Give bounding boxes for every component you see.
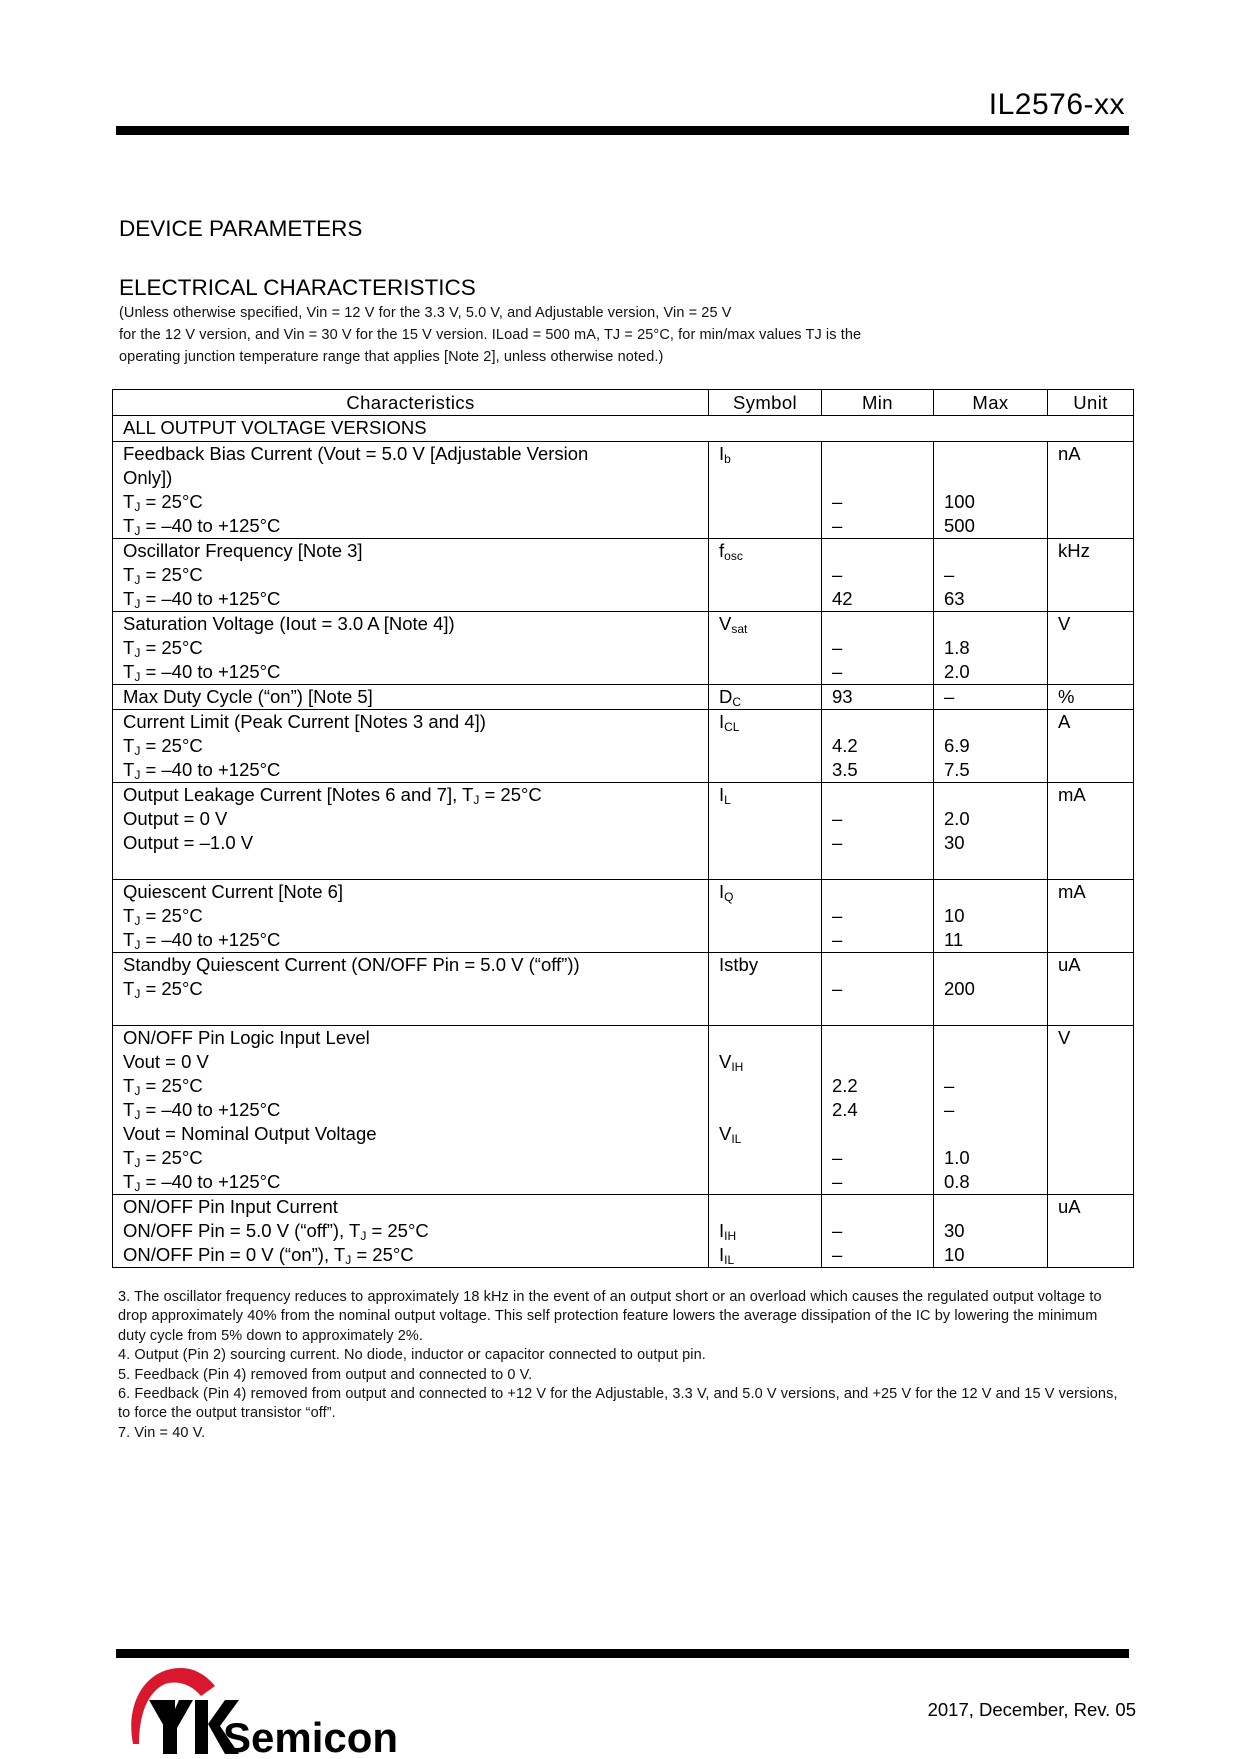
- max-cell-line: [944, 1026, 1047, 1050]
- max-cell-line: 30: [944, 1220, 965, 1241]
- min-cell-line: 93: [832, 686, 853, 707]
- table-header-row: [113, 390, 1134, 416]
- max-cell-line: [944, 539, 1047, 563]
- max-cell-line: 10: [944, 905, 965, 926]
- conditions-line-2: for the 12 V version, and Vin = 30 V for the 15 V version. ILoad = 500 mA, TJ = 25°C, for min/max values TJ is the: [119, 327, 862, 343]
- max-cell: [934, 880, 1048, 953]
- min-cell-line: –: [832, 637, 843, 658]
- max-cell-line: [944, 1050, 1047, 1074]
- max-cell-line: 0.8: [944, 1171, 970, 1192]
- symbol-cell: [709, 612, 822, 685]
- max-cell-line: [944, 783, 1047, 807]
- characteristic-cell-line: $T_J = 25^\circ C$: [123, 905, 203, 928]
- characteristic-cell-line: $T_J = 25^\circ C$: [123, 1147, 203, 1170]
- test-conditions: [119, 302, 1019, 368]
- characteristic-cell-line: Quiescent Current [Note 6]: [123, 881, 344, 902]
- symbol-cell: [709, 710, 822, 783]
- characteristic-cell: [113, 1026, 709, 1195]
- characteristic-cell-line: ON/OFF Pin = 0 V (“on”), $T_J = 25^\circ C$: [123, 1244, 414, 1267]
- characteristic-cell: [113, 612, 709, 685]
- footnote: 3. The oscillator frequency reduces to approximately 18 kHz in the event of an output short or an overload which causes the regulated output voltage to drop approximately 40% from the nominal output voltage. This self protection feature lowers the average dissipation of the IC by lowering the minimum duty cycle from 5% down to approximately 2%.: [118, 1289, 1102, 1344]
- min-cell: [822, 710, 934, 783]
- table-row: [113, 539, 1134, 612]
- min-cell-line: [832, 466, 933, 490]
- characteristic-cell: [113, 710, 709, 783]
- min-cell: [822, 442, 934, 539]
- min-cell-line: [832, 953, 933, 977]
- characteristic-cell: [113, 953, 709, 1026]
- min-cell: [822, 953, 934, 1026]
- max-cell-line: [944, 1195, 1047, 1219]
- unit-cell: mA: [1048, 783, 1134, 880]
- max-cell-line: –: [944, 1099, 955, 1120]
- characteristic-cell: [113, 539, 709, 612]
- characteristic-cell-line: Current Limit (Peak Current [Notes 3 and 4]): [123, 711, 486, 732]
- max-cell-line: 2.0: [944, 808, 970, 829]
- min-cell-line: –: [832, 1147, 843, 1168]
- characteristic-cell-line: Oscillator Frequency [Note 3]: [123, 540, 363, 561]
- symbol-cell: [709, 539, 822, 612]
- symbol-cell: [709, 442, 822, 539]
- symbol-cell: [709, 1026, 822, 1195]
- characteristic-cell-line: Vout = Nominal Output Voltage: [123, 1123, 377, 1144]
- footnote: 7. Vin = 40 V.: [118, 1424, 206, 1441]
- min-cell-line: –: [832, 515, 843, 536]
- conditions-line-3: operating junction temperature range that applies [Note 2], unless otherwise noted.): [119, 349, 664, 365]
- unit-cell: nA: [1048, 442, 1134, 539]
- column-header-characteristics: Characteristics: [113, 390, 709, 416]
- revision-date: 2017, December, Rev. 05: [927, 1699, 1136, 1720]
- symbol-cell-line: $V_{IL}$: [719, 1123, 742, 1146]
- symbol-cell-line: $f_{osc}$: [719, 540, 743, 563]
- min-cell: [822, 539, 934, 612]
- characteristic-cell-line: Standby Quiescent Current (ON/OFF Pin = 5.0 V (“off”)): [123, 954, 580, 975]
- characteristic-cell-line: $T_J = -40$ to +125°C: [123, 515, 281, 538]
- min-cell: [822, 880, 934, 953]
- min-cell-line: [832, 612, 933, 636]
- min-cell-line: 3.5: [832, 759, 858, 780]
- characteristic-cell-line: [123, 855, 708, 879]
- max-cell-line: 63: [944, 588, 965, 609]
- characteristic-cell-line: $T_J = 25^\circ C$: [123, 637, 203, 660]
- symbol-cell-line: $I_L$: [719, 784, 731, 807]
- min-cell-line: [832, 1050, 933, 1074]
- max-cell-line: 500: [944, 515, 975, 536]
- characteristic-cell-line: $T_J = 25^\circ C$: [123, 978, 203, 1001]
- column-header-min: Min: [822, 390, 934, 416]
- min-cell-line: [832, 1026, 933, 1050]
- max-cell-line: 7.5: [944, 759, 970, 780]
- heading-device-parameters: DEVICE PARAMETERS: [119, 216, 363, 241]
- characteristic-cell: [113, 1195, 709, 1268]
- symbol-cell-line: $D_C$: [719, 686, 742, 709]
- symbol-cell-line: Istby: [719, 954, 759, 975]
- characteristic-cell-line: Saturation Voltage (Iout = 3.0 A [Note 4]): [123, 613, 455, 634]
- min-cell-line: –: [832, 1171, 843, 1192]
- symbol-cell-line: $I_Q$: [719, 881, 734, 904]
- characteristic-cell-line: Feedback Bias Current (Vout = 5.0 V [Adjustable Version: [123, 443, 589, 464]
- symbol-cell: [709, 685, 822, 710]
- table-row: [113, 442, 1134, 539]
- max-cell-line: 30: [944, 832, 965, 853]
- min-cell-line: [832, 1195, 933, 1219]
- unit-cell: uA: [1048, 1195, 1134, 1268]
- document-title: IL2576-xx: [988, 88, 1125, 121]
- min-cell-line: 2.2: [832, 1075, 858, 1096]
- electrical-characteristics-table: [112, 389, 1134, 1268]
- min-cell-line: [832, 1122, 933, 1146]
- max-cell-line: –: [944, 564, 955, 585]
- symbol-cell-line: $I_{IH}$: [719, 1220, 737, 1243]
- characteristic-cell-line: $T_J = 25^\circ C$: [123, 491, 203, 514]
- max-cell: [934, 1195, 1048, 1268]
- characteristic-cell-line: Only]): [123, 467, 173, 488]
- symbol-cell-line: $I_b$: [719, 443, 731, 466]
- max-cell-line: [944, 710, 1047, 734]
- min-cell-line: –: [832, 564, 843, 585]
- unit-cell: V: [1048, 1026, 1134, 1195]
- column-header-unit: Unit: [1048, 390, 1134, 416]
- characteristic-cell: [113, 880, 709, 953]
- max-cell-line: [944, 880, 1047, 904]
- min-cell-line: 42: [832, 588, 853, 609]
- max-cell-line: 1.8: [944, 637, 970, 658]
- header-rule: [116, 126, 1129, 135]
- characteristic-cell: [113, 685, 709, 710]
- characteristic-cell-line: ON/OFF Pin Input Current: [123, 1196, 338, 1217]
- symbol-cell: [709, 783, 822, 880]
- characteristic-cell-line: [123, 1001, 708, 1025]
- min-cell: [822, 783, 934, 880]
- characteristic-cell-line: ON/OFF Pin = 5.0 V (“off”), $T_J = 25^\circ C$: [123, 1220, 429, 1243]
- ik-semicon-logo: [125, 1664, 445, 1754]
- min-cell-line: –: [832, 905, 843, 926]
- symbol-cell-line: $I_{CL}$: [719, 711, 740, 734]
- max-cell-line: 11: [944, 929, 964, 950]
- max-cell-line: [944, 1122, 1047, 1146]
- max-cell-line: [944, 953, 1047, 977]
- characteristic-cell-line: $T_J = -40$ to +125°C: [123, 759, 281, 782]
- max-cell-line: [944, 442, 1047, 466]
- table-row: [113, 685, 1134, 710]
- symbol-cell-line: [719, 1026, 821, 1050]
- unit-cell: mA: [1048, 880, 1134, 953]
- characteristic-cell: [113, 442, 709, 539]
- logo-swoosh-icon: [125, 1664, 445, 1754]
- table-row: [113, 1195, 1134, 1268]
- unit-cell: %: [1048, 685, 1134, 710]
- max-cell: [934, 953, 1048, 1026]
- max-cell: [934, 710, 1048, 783]
- table-row: [113, 710, 1134, 783]
- section-row: [113, 416, 1134, 442]
- characteristic-cell-line: Max Duty Cycle (“on”) [Note 5]: [123, 686, 373, 707]
- table-row: [113, 783, 1134, 880]
- min-cell-line: [832, 783, 933, 807]
- table-row: [113, 1026, 1134, 1195]
- unit-cell: uA: [1048, 953, 1134, 1026]
- min-cell-line: [832, 710, 933, 734]
- symbol-cell-line: $V_{IH}$: [719, 1051, 744, 1074]
- table-row: [113, 880, 1134, 953]
- min-cell-line: [832, 539, 933, 563]
- symbol-cell: [709, 880, 822, 953]
- footer-rule: [116, 1649, 1129, 1658]
- characteristic-cell-line: $T_J = 25^\circ C$: [123, 564, 203, 587]
- characteristic-cell-line: ON/OFF Pin Logic Input Level: [123, 1027, 370, 1048]
- conditions-line-1: (Unless otherwise specified, Vin = 12 V for the 3.3 V, 5.0 V, and Adjustable version, Vin = 25 V: [119, 305, 732, 321]
- max-cell: [934, 612, 1048, 685]
- footnote: 5. Feedback (Pin 4) removed from output and connected to 0 V.: [118, 1366, 533, 1383]
- min-cell-line: –: [832, 1220, 843, 1241]
- logo-text: Semicon: [223, 1714, 399, 1754]
- min-cell-line: –: [832, 661, 843, 682]
- min-cell-line: 2.4: [832, 1099, 858, 1120]
- characteristic-cell-line: Output Leakage Current [Notes 6 and 7], $T_J = 25^\circ C$: [123, 784, 542, 807]
- heading-electrical-characteristics: ELECTRICAL CHARACTERISTICS: [119, 275, 476, 300]
- column-header-symbol: Symbol: [709, 390, 822, 416]
- min-cell-line: –: [832, 929, 843, 950]
- max-cell-line: –: [944, 686, 955, 707]
- max-cell-line: –: [944, 1075, 955, 1096]
- section-label: ALL OUTPUT VOLTAGE VERSIONS: [113, 416, 1134, 442]
- min-cell-line: [832, 442, 933, 466]
- characteristic-cell-line: Output = –1.0 V: [123, 832, 254, 853]
- max-cell: [934, 442, 1048, 539]
- min-cell-line: –: [832, 978, 843, 999]
- footnote: 6. Feedback (Pin 4) removed from output and connected to +12 V for the Adjustable, 3.3 V, and 5.0 V versions, and +25 V for the 12 V and 15 V versions, to force the output transistor “off”.: [118, 1386, 1118, 1422]
- characteristic-cell-line: $T_J = 25^\circ C$: [123, 735, 203, 758]
- min-cell-line: 4.2: [832, 735, 858, 756]
- max-cell-line: 6.9: [944, 735, 970, 756]
- characteristic-cell-line: $T_J = -40$ to +125°C: [123, 1171, 281, 1194]
- symbol-cell: [709, 1195, 822, 1268]
- table-row: [113, 953, 1134, 1026]
- unit-cell: A: [1048, 710, 1134, 783]
- characteristic-cell-line: $T_J = 25^\circ C$: [123, 1075, 203, 1098]
- symbol-cell-line: [719, 1098, 821, 1122]
- min-cell-line: [832, 880, 933, 904]
- max-cell-line: [944, 612, 1047, 636]
- symbol-cell-line: [719, 1195, 821, 1219]
- characteristic-cell-line: $T_J = -40$ to +125°C: [123, 1099, 281, 1122]
- min-cell-line: –: [832, 491, 843, 512]
- characteristic-cell-line: $T_J = -40$ to +125°C: [123, 929, 281, 952]
- footnotes: [118, 1288, 1128, 1443]
- characteristic-cell-line: $T_J = -40$ to +125°C: [123, 661, 281, 684]
- min-cell: [822, 1195, 934, 1268]
- symbol-cell: [709, 953, 822, 1026]
- max-cell-line: 1.0: [944, 1147, 970, 1168]
- max-cell: [934, 783, 1048, 880]
- unit-cell: kHz: [1048, 539, 1134, 612]
- min-cell: [822, 1026, 934, 1195]
- characteristic-cell: [113, 783, 709, 880]
- footnote: 4. Output (Pin 2) sourcing current. No diode, inductor or capacitor connected to output pin.: [118, 1347, 706, 1364]
- min-cell: [822, 612, 934, 685]
- symbol-cell-line: $I_{IL}$: [719, 1244, 735, 1267]
- characteristic-cell-line: Output = 0 V: [123, 808, 228, 829]
- symbol-cell-line: $V_{sat}$: [719, 613, 748, 636]
- column-header-max: Max: [934, 390, 1048, 416]
- table-row: [113, 612, 1134, 685]
- min-cell: [822, 685, 934, 710]
- characteristic-cell-line: Vout = 0 V: [123, 1051, 209, 1072]
- max-cell-line: [944, 466, 1047, 490]
- characteristic-cell-line: $T_J = -40$ to +125°C: [123, 588, 281, 611]
- max-cell: [934, 1026, 1048, 1195]
- max-cell-line: 2.0: [944, 661, 970, 682]
- max-cell: [934, 685, 1048, 710]
- max-cell-line: 10: [944, 1244, 965, 1265]
- min-cell-line: –: [832, 1244, 843, 1265]
- max-cell: [934, 539, 1048, 612]
- unit-cell: V: [1048, 612, 1134, 685]
- max-cell-line: 200: [944, 978, 975, 999]
- symbol-cell-line: [719, 1074, 821, 1098]
- min-cell-line: –: [832, 832, 843, 853]
- min-cell-line: –: [832, 808, 843, 829]
- max-cell-line: 100: [944, 491, 975, 512]
